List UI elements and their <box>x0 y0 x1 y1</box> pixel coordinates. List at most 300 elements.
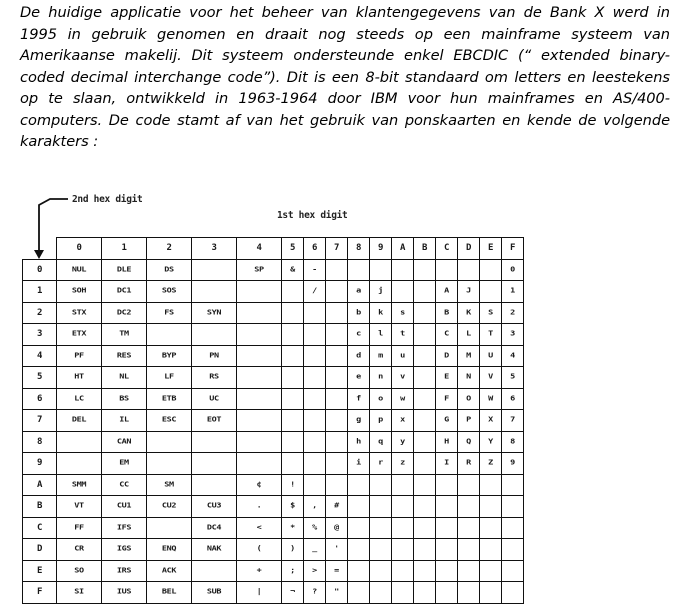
cell-label: U <box>488 351 493 360</box>
table-cell <box>436 410 458 432</box>
row-header: 3 <box>23 324 57 346</box>
table-cell <box>326 281 348 303</box>
cell-label: t <box>400 330 405 339</box>
table-cell <box>348 431 370 453</box>
table-cell <box>392 453 414 475</box>
table-cell <box>348 324 370 346</box>
row-header: 8 <box>23 431 57 453</box>
cell-label: - <box>312 265 317 274</box>
table-cell <box>57 281 102 303</box>
table-cell <box>304 560 326 582</box>
table-cell <box>102 560 147 582</box>
cell-label: l <box>378 330 383 339</box>
table-cell <box>436 281 458 303</box>
table-cell <box>237 539 282 561</box>
table-cell <box>480 517 502 539</box>
table-cell <box>282 582 304 604</box>
table-cell <box>304 453 326 475</box>
cell-label: TM <box>119 330 129 339</box>
paragraph-line: coded decimal interchange code”). Dit is een 8-bit standaard om letters en leestekens <box>20 68 670 86</box>
cell-label: CR <box>74 545 84 554</box>
table-cell <box>480 345 502 367</box>
table-cell <box>370 345 392 367</box>
table-row <box>23 582 524 604</box>
table-cell <box>304 496 326 518</box>
cell-label: s <box>400 308 405 317</box>
table-cell <box>458 474 480 496</box>
table-cell <box>102 302 147 324</box>
table-row <box>23 560 524 582</box>
cell-label: ! <box>290 480 295 489</box>
table-cell <box>147 410 192 432</box>
table-cell <box>237 410 282 432</box>
table-cell <box>147 539 192 561</box>
table-cell <box>192 410 237 432</box>
cell-label: O <box>466 394 471 403</box>
cell-label: K <box>466 308 471 317</box>
table-cell <box>102 259 147 281</box>
table-cell <box>436 582 458 604</box>
table-cell <box>57 345 102 367</box>
table-cell <box>370 259 392 281</box>
cell-label: DC2 <box>116 308 132 317</box>
table-cell <box>282 259 304 281</box>
table-cell <box>304 388 326 410</box>
table-cell <box>370 324 392 346</box>
cell-label: ACK <box>161 566 177 575</box>
table-cell <box>458 410 480 432</box>
table-cell <box>414 474 436 496</box>
table-cell <box>502 367 524 389</box>
cell-label: CC <box>119 480 129 489</box>
table-cell <box>458 345 480 367</box>
table-row <box>23 367 524 389</box>
cell-label: C <box>444 330 449 339</box>
cell-label: L <box>466 330 471 339</box>
cell-label: | <box>256 588 262 597</box>
table-cell <box>392 302 414 324</box>
table-cell <box>326 259 348 281</box>
row-header: E <box>23 560 57 582</box>
cell-label: UC <box>209 394 219 403</box>
table-cell <box>502 517 524 539</box>
first-digit-label: 1st hex digit <box>277 210 348 221</box>
cell-label: CU1 <box>116 502 132 511</box>
table-row <box>23 302 524 324</box>
table-cell <box>326 367 348 389</box>
table-cell <box>458 302 480 324</box>
table-cell <box>326 410 348 432</box>
table-cell <box>147 453 192 475</box>
row-header: 4 <box>23 345 57 367</box>
table-cell <box>370 281 392 303</box>
column-header: 6 <box>304 238 326 260</box>
table-cell <box>436 388 458 410</box>
cell-label: N <box>466 373 471 382</box>
cell-label: 6 <box>510 394 515 403</box>
cell-label: P <box>466 416 471 425</box>
cell-label: SM <box>164 480 174 489</box>
table-cell <box>458 453 480 475</box>
table-cell <box>348 582 370 604</box>
table-cell <box>57 517 102 539</box>
table-cell <box>102 474 147 496</box>
cell-label: DLE <box>116 265 132 274</box>
table-cell <box>57 259 102 281</box>
cell-label: T <box>488 330 493 339</box>
cell-label: BYP <box>161 351 177 360</box>
cell-label: ETX <box>71 330 87 339</box>
cell-label: $ <box>290 502 295 511</box>
cell-label: o <box>378 394 383 403</box>
paragraph-line: computers. De code stamt af van het gebruik van ponskaarten en kende de volgende <box>20 111 670 129</box>
cell-label: LF <box>164 373 174 382</box>
table-cell <box>502 431 524 453</box>
cell-label: ¢ <box>256 480 262 489</box>
table-cell <box>370 431 392 453</box>
row-header: B <box>23 496 57 518</box>
table-cell <box>480 539 502 561</box>
table-cell <box>502 453 524 475</box>
cell-label: @ <box>334 523 339 532</box>
table-cell <box>237 345 282 367</box>
table-cell <box>57 539 102 561</box>
cell-label: 1 <box>510 287 515 296</box>
table-cell <box>502 582 524 604</box>
table-cell <box>282 367 304 389</box>
row-header: F <box>23 582 57 604</box>
table-cell <box>192 453 237 475</box>
cell-label: IGS <box>116 545 132 554</box>
table-cell <box>147 324 192 346</box>
table-cell <box>282 388 304 410</box>
cell-label: S <box>488 308 493 317</box>
cell-label: IRS <box>116 566 132 575</box>
table-cell <box>304 539 326 561</box>
table-cell <box>348 367 370 389</box>
row-header: 5 <box>23 367 57 389</box>
table-cell <box>147 302 192 324</box>
cell-label: SP <box>254 265 264 274</box>
cell-label: p <box>378 416 383 425</box>
table-cell <box>480 431 502 453</box>
table-cell <box>237 474 282 496</box>
cell-label: = <box>334 566 339 575</box>
cell-label: CAN <box>116 437 132 446</box>
column-header: 9 <box>370 238 392 260</box>
cell-label: RS <box>209 373 219 382</box>
table-cell <box>192 281 237 303</box>
cell-label: G <box>444 416 449 425</box>
table-row <box>23 517 524 539</box>
table-cell <box>192 560 237 582</box>
table-cell <box>192 388 237 410</box>
cell-label: ¬ <box>290 588 295 597</box>
column-header: 4 <box>237 238 282 260</box>
table-cell <box>480 281 502 303</box>
table-cell <box>502 259 524 281</box>
table-cell <box>237 388 282 410</box>
column-header: E <box>480 238 502 260</box>
table-cell <box>304 474 326 496</box>
table-cell <box>392 259 414 281</box>
column-header: 0 <box>57 238 102 260</box>
table-cell <box>326 517 348 539</box>
cell-label: E <box>444 373 449 382</box>
table-cell <box>304 259 326 281</box>
cell-label: SI <box>74 588 84 597</box>
table-cell <box>414 410 436 432</box>
table-cell <box>237 496 282 518</box>
table-cell <box>304 517 326 539</box>
table-cell <box>370 453 392 475</box>
table-cell <box>502 496 524 518</box>
cell-label: SYN <box>206 308 222 317</box>
table-cell <box>102 453 147 475</box>
paragraph-line: De huidige applicatie voor het beheer van klantengegevens van de Bank X werd in <box>20 4 670 21</box>
table-cell <box>326 582 348 604</box>
column-header: 7 <box>326 238 348 260</box>
cell-label: A <box>444 287 449 296</box>
column-header-row <box>23 238 524 260</box>
column-header: A <box>392 238 414 260</box>
table-cell <box>370 367 392 389</box>
table-cell <box>502 560 524 582</box>
column-header: D <box>458 238 480 260</box>
table-cell <box>436 517 458 539</box>
table-cell <box>414 431 436 453</box>
table-cell <box>192 496 237 518</box>
column-header: 8 <box>348 238 370 260</box>
table-cell <box>57 496 102 518</box>
table-cell <box>436 367 458 389</box>
cell-label: ENQ <box>161 545 177 554</box>
cell-label: NL <box>119 373 129 382</box>
cell-label: 8 <box>510 437 515 446</box>
cell-label: ) <box>290 545 295 554</box>
cell-label: 5 <box>510 373 515 382</box>
table-cell <box>502 324 524 346</box>
paragraph-line: op te slaan, ontwikkeld in 1963-1964 door IBM voor hun mainframes en AS/400- <box>20 90 670 107</box>
cell-label: x <box>400 416 405 425</box>
table-cell <box>480 410 502 432</box>
column-header: B <box>414 238 436 260</box>
table-cell <box>192 539 237 561</box>
cell-label: SOS <box>161 287 177 296</box>
cell-label: ( <box>256 545 262 554</box>
table-cell <box>57 367 102 389</box>
paragraph-line: Amerikaanse makelij. Dit systeem ondersteunde enkel EBCDIC (“ extended binary- <box>20 47 670 64</box>
table-cell <box>326 302 348 324</box>
row-header: C <box>23 517 57 539</box>
table-cell <box>348 281 370 303</box>
table-cell <box>57 431 102 453</box>
cell-label: g <box>356 416 361 425</box>
cell-label: NAK <box>206 545 222 554</box>
table-cell <box>102 281 147 303</box>
cell-label: FF <box>74 523 84 532</box>
table-cell <box>502 410 524 432</box>
table-cell <box>414 496 436 518</box>
column-header: F <box>502 238 524 260</box>
cell-label: ? <box>312 588 317 597</box>
table-cell <box>102 388 147 410</box>
table-cell <box>57 582 102 604</box>
table-row <box>23 453 524 475</box>
table-cell <box>348 410 370 432</box>
table-cell <box>392 345 414 367</box>
table-cell <box>237 281 282 303</box>
cell-label: PF <box>74 351 84 360</box>
table-cell <box>502 281 524 303</box>
table-cell <box>237 582 282 604</box>
cell-label: H <box>444 437 449 446</box>
table-cell <box>392 496 414 518</box>
table-cell <box>480 324 502 346</box>
table-cell <box>326 388 348 410</box>
table-cell <box>304 281 326 303</box>
cell-label: R <box>466 459 471 468</box>
cell-label: 3 <box>510 330 515 339</box>
cell-label: + <box>256 566 262 575</box>
paragraph-line: karakters : <box>20 133 99 150</box>
table-cell <box>348 388 370 410</box>
cell-label: , <box>312 502 317 511</box>
table-cell <box>392 517 414 539</box>
table-cell <box>57 560 102 582</box>
cell-label: X <box>488 416 493 425</box>
cell-label: & <box>290 265 295 274</box>
table-cell <box>57 302 102 324</box>
cell-label: v <box>400 373 405 382</box>
cell-label: VT <box>74 502 84 511</box>
table-cell <box>147 582 192 604</box>
table-cell <box>326 539 348 561</box>
cell-label: STX <box>71 308 87 317</box>
cell-label: ETB <box>161 394 177 403</box>
cell-label: 0 <box>510 265 515 274</box>
table-cell <box>392 560 414 582</box>
cell-label: EM <box>119 459 129 468</box>
table-cell <box>102 410 147 432</box>
table-cell <box>147 281 192 303</box>
table-cell <box>192 302 237 324</box>
cell-label: M <box>466 351 471 360</box>
table-cell <box>502 474 524 496</box>
table-cell <box>237 324 282 346</box>
table-cell <box>392 367 414 389</box>
cell-label: IL <box>119 416 129 425</box>
table-cell <box>282 453 304 475</box>
table-cell <box>192 324 237 346</box>
table-cell <box>392 474 414 496</box>
table-cell <box>57 388 102 410</box>
column-header: 2 <box>147 238 192 260</box>
cell-label: D <box>444 351 449 360</box>
table-cell <box>237 259 282 281</box>
table-cell <box>414 539 436 561</box>
ebcdic-table <box>22 237 524 604</box>
table-cell <box>304 324 326 346</box>
table-cell <box>237 453 282 475</box>
cell-label: 4 <box>510 351 515 360</box>
table-cell <box>102 367 147 389</box>
cell-label: # <box>334 502 339 511</box>
column-header: 3 <box>192 238 237 260</box>
cell-label: Z <box>488 459 493 468</box>
cell-label: z <box>400 459 405 468</box>
table-cell <box>414 388 436 410</box>
table-cell <box>237 367 282 389</box>
table-cell <box>326 496 348 518</box>
row-header: 7 <box>23 410 57 432</box>
table-cell <box>192 517 237 539</box>
cell-label: / <box>312 287 317 296</box>
table-cell <box>480 474 502 496</box>
second-digit-label: 2nd hex digit <box>72 194 143 205</box>
cell-label: SO <box>74 566 84 575</box>
table-cell <box>480 582 502 604</box>
cell-label: PN <box>209 351 219 360</box>
row-header: 9 <box>23 453 57 475</box>
cell-label: e <box>356 373 361 382</box>
cell-label: f <box>356 394 361 403</box>
table-cell <box>102 431 147 453</box>
table-cell <box>102 582 147 604</box>
table-cell <box>304 410 326 432</box>
table-cell <box>458 281 480 303</box>
table-cell <box>57 410 102 432</box>
table-cell <box>414 582 436 604</box>
table-cell <box>147 345 192 367</box>
table-cell <box>147 517 192 539</box>
table-cell <box>282 345 304 367</box>
table-cell <box>348 539 370 561</box>
cell-label: 7 <box>510 416 515 425</box>
table-cell <box>370 539 392 561</box>
table-row <box>23 259 524 281</box>
cell-label: BS <box>119 394 129 403</box>
table-cell <box>192 345 237 367</box>
column-header: 5 <box>282 238 304 260</box>
table-cell <box>304 367 326 389</box>
table-cell <box>282 324 304 346</box>
table-row <box>23 281 524 303</box>
table-cell <box>392 388 414 410</box>
table-cell <box>348 453 370 475</box>
cell-label: . <box>256 502 262 511</box>
cell-label: 2 <box>510 308 515 317</box>
cell-label: % <box>312 523 317 532</box>
cell-label: BEL <box>161 588 177 597</box>
cell-label: i <box>356 459 361 468</box>
table-cell <box>326 345 348 367</box>
table-cell <box>304 302 326 324</box>
table-cell <box>147 259 192 281</box>
table-row <box>23 345 524 367</box>
intro-paragraph <box>20 2 670 153</box>
table-cell <box>414 324 436 346</box>
table-cell <box>304 345 326 367</box>
table-cell <box>480 496 502 518</box>
cell-label: ESC <box>161 416 177 425</box>
table-cell <box>326 453 348 475</box>
table-cell <box>192 582 237 604</box>
cell-label: EOT <box>206 416 222 425</box>
table-cell <box>147 388 192 410</box>
table-cell <box>502 539 524 561</box>
cell-label: Y <box>488 437 493 446</box>
